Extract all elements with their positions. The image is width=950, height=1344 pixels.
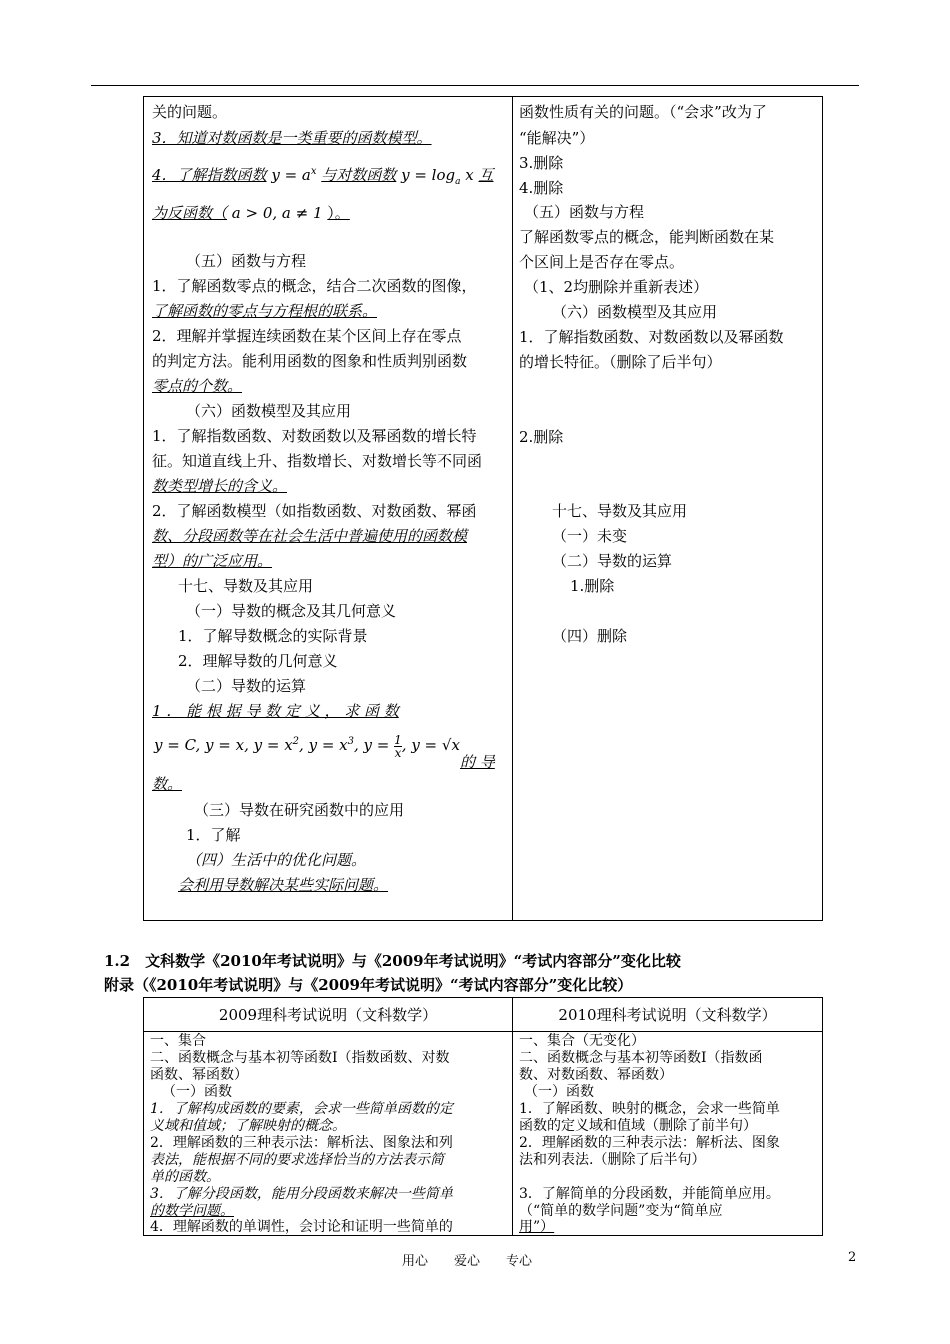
column-header: 2009理科考试说明（文科数学） (218, 1006, 438, 1024)
text-line: 3．了解简单的分段函数，并能简单应用。 (519, 1186, 780, 1202)
text-line: 征。知道直线上升、指数增长、对数增长等不同函 (152, 452, 483, 470)
text-line: 4.删除 (519, 179, 564, 197)
text-line: （1、2均删除并重新表述） (524, 278, 709, 296)
text-fragment: 4．了解指数函数 (152, 166, 267, 184)
math-sup: x (310, 166, 317, 177)
text-line: 的增长特征。（删除了后半句） (519, 353, 722, 371)
text-line: 十七、导数及其应用 (552, 502, 688, 520)
text-line: 1．了解 (186, 826, 241, 844)
text-line: 数。 (152, 775, 183, 793)
text-line: 函数性质有关的问题。（“会求”改为了 (519, 103, 767, 121)
footer-motto: 用心 爱心 专心 (402, 1254, 533, 1269)
text-line: “能解决”） (519, 129, 595, 147)
text-line: 3．了解分段函数，能用分段函数来解决一些简单 (150, 1186, 453, 1202)
text-line: 2.删除 (519, 428, 564, 446)
math-sup: 3 (347, 736, 354, 747)
math-denominator: x (394, 745, 402, 760)
math-text: x (460, 166, 474, 184)
text-line: 4．理解函数的单调性，会讨论和证明一些简单的 (150, 1219, 453, 1235)
text-line: 单的函数。 (150, 1169, 220, 1185)
text-line: 2．理解导数的几何意义 (178, 652, 338, 670)
text-line: 一、集合 (150, 1033, 206, 1049)
text-fragment: 互 (478, 166, 494, 184)
text-line: 了解函数零点的概念，能判断函数在某 (519, 228, 775, 246)
text-line: 函数、幂函数） (150, 1067, 248, 1083)
text-line: 了解函数的零点与方程根的联系。 (152, 302, 378, 320)
text-line: （一）函数 (162, 1084, 232, 1100)
text-line: 2．理解函数的三种表示法：解析法、图象 (519, 1135, 780, 1151)
text-line: 义域和值域；了解映射的概念。 (150, 1118, 346, 1134)
page-number: 2 (848, 1250, 857, 1265)
math-derivative-list (154, 732, 460, 759)
appendix-heading: 附录（《2010年考试说明》与《2009年考试说明》“考试内容部分”变化比较） (104, 976, 633, 994)
math-text: , y = √x (401, 736, 460, 754)
text-line: 1．了解导数概念的实际背景 (178, 627, 368, 645)
text-line: （一）未变 (552, 527, 628, 545)
text-line: （三）导数在研究函数中的应用 (194, 801, 405, 819)
text-line: （二）导数的运算 (186, 677, 307, 695)
math-exp-function (271, 166, 316, 184)
math-condition: a > 0, a ≠ 1 (231, 204, 323, 222)
text-line: 表法，能根据不同的要求选择恰当的方法表示简 (150, 1152, 444, 1168)
math-text: , y = x (299, 736, 348, 754)
text-line: 1．了解函数零点的概念，结合二次函数的图像， (152, 277, 477, 295)
text-fragment: 与对数函数 (321, 166, 397, 184)
text-line: （六）函数模型及其应用 (552, 303, 718, 321)
math-sub: a (455, 177, 461, 187)
text-line: （一）导数的概念及其几何意义 (186, 602, 397, 620)
text-line: 的数学问题。 (150, 1203, 234, 1219)
text-line: 二、函数概念与基本初等函数Ⅰ（指数函数、对数 (150, 1050, 450, 1066)
text-line: （二）导数的运算 (552, 552, 673, 570)
column-header: 2010理科考试说明（文科数学） (558, 1006, 777, 1024)
math-text: , y = (354, 736, 390, 754)
math-fraction (394, 734, 402, 759)
text-line: 二、函数概念与基本初等函数Ⅰ（指数函 (519, 1050, 763, 1066)
text-line: 数、对数函数、幂函数） (519, 1067, 673, 1083)
text-line: 会利用导数解决某些实际问题。 (178, 876, 389, 894)
math-text: y = log (401, 166, 456, 184)
header-rule (91, 85, 859, 86)
text-line: 的判定方法。能利用函数的图象和性质判别函数 (152, 352, 468, 370)
math-text: y = a (271, 166, 311, 184)
text-line: （四）删除 (552, 627, 628, 645)
text-line (152, 162, 494, 192)
text-fragment: ）。 (327, 204, 350, 222)
text-line: 2．理解并掌握连续函数在某个区间上存在零点 (152, 327, 462, 345)
text-line: 函数的定义域和值域（删除了前半句） (519, 1118, 757, 1134)
text-line: 2．了解函数模型（如指数函数、对数函数、幂函 (152, 502, 477, 520)
math-text: y = C, y = x, y = x (154, 736, 293, 754)
text-line: （四）生活中的优化问题。 (186, 851, 367, 869)
text-line: 法和列表法.（删除了后半句） (519, 1152, 706, 1168)
text-line: 1.删除 (570, 577, 615, 595)
text-line: 一、集合（无变化） (519, 1033, 645, 1049)
text-line: （五）函数与方程 (524, 203, 645, 221)
text-line: 个区间上是否存在零点。 (519, 253, 685, 271)
text-line: 1．了解构成函数的要素，会求一些简单函数的定 (150, 1101, 453, 1117)
text-line: 零点的个数。 (152, 377, 243, 395)
section-heading: 1.2 文科数学《2010年考试说明》与《2009年考试说明》“考试内容部分”变化比较 (104, 952, 681, 970)
text-line (152, 203, 350, 223)
text-line: （五）函数与方程 (186, 252, 307, 270)
text-line: 3.删除 (519, 154, 564, 172)
text-line: 1．了解指数函数、对数函数以及幂函数 (519, 328, 784, 346)
text-line: 1 ． 能 根 据 导 数 定 义 ， 求 函 数 (152, 702, 399, 720)
text-line: 1．了解函数、映射的概念，会求一些简单 (519, 1101, 780, 1117)
math-numerator: 1 (394, 732, 402, 747)
text-line: 2．理解函数的三种表示法：解析法、图象法和列 (150, 1135, 453, 1151)
text-line: （六）函数模型及其应用 (186, 402, 352, 420)
text-line: 关的问题。 (152, 103, 228, 121)
text-line: 用”） (519, 1219, 555, 1235)
text-fragment: 为反函数（ (152, 204, 228, 222)
text-line: （一）函数 (524, 1084, 594, 1100)
text-line: 数、分段函数等在社会生活中普遍使用的函数模 (152, 527, 468, 545)
text-line: 数类型增长的含义。 (152, 477, 288, 495)
text-line: （“简单的数学问题”变为“简单应 (519, 1203, 723, 1219)
text-line: 十七、导数及其应用 (178, 577, 314, 595)
text-line: 3．知道对数函数是一类重要的函数模型。 (152, 129, 432, 147)
text-line: 型）的广泛应用。 (152, 552, 273, 570)
math-sup: 2 (292, 736, 300, 747)
math-log-function (401, 166, 474, 187)
text-line: 的 导 (460, 753, 495, 771)
text-line: 1．了解指数函数、对数函数以及幂函数的增长特 (152, 427, 477, 445)
